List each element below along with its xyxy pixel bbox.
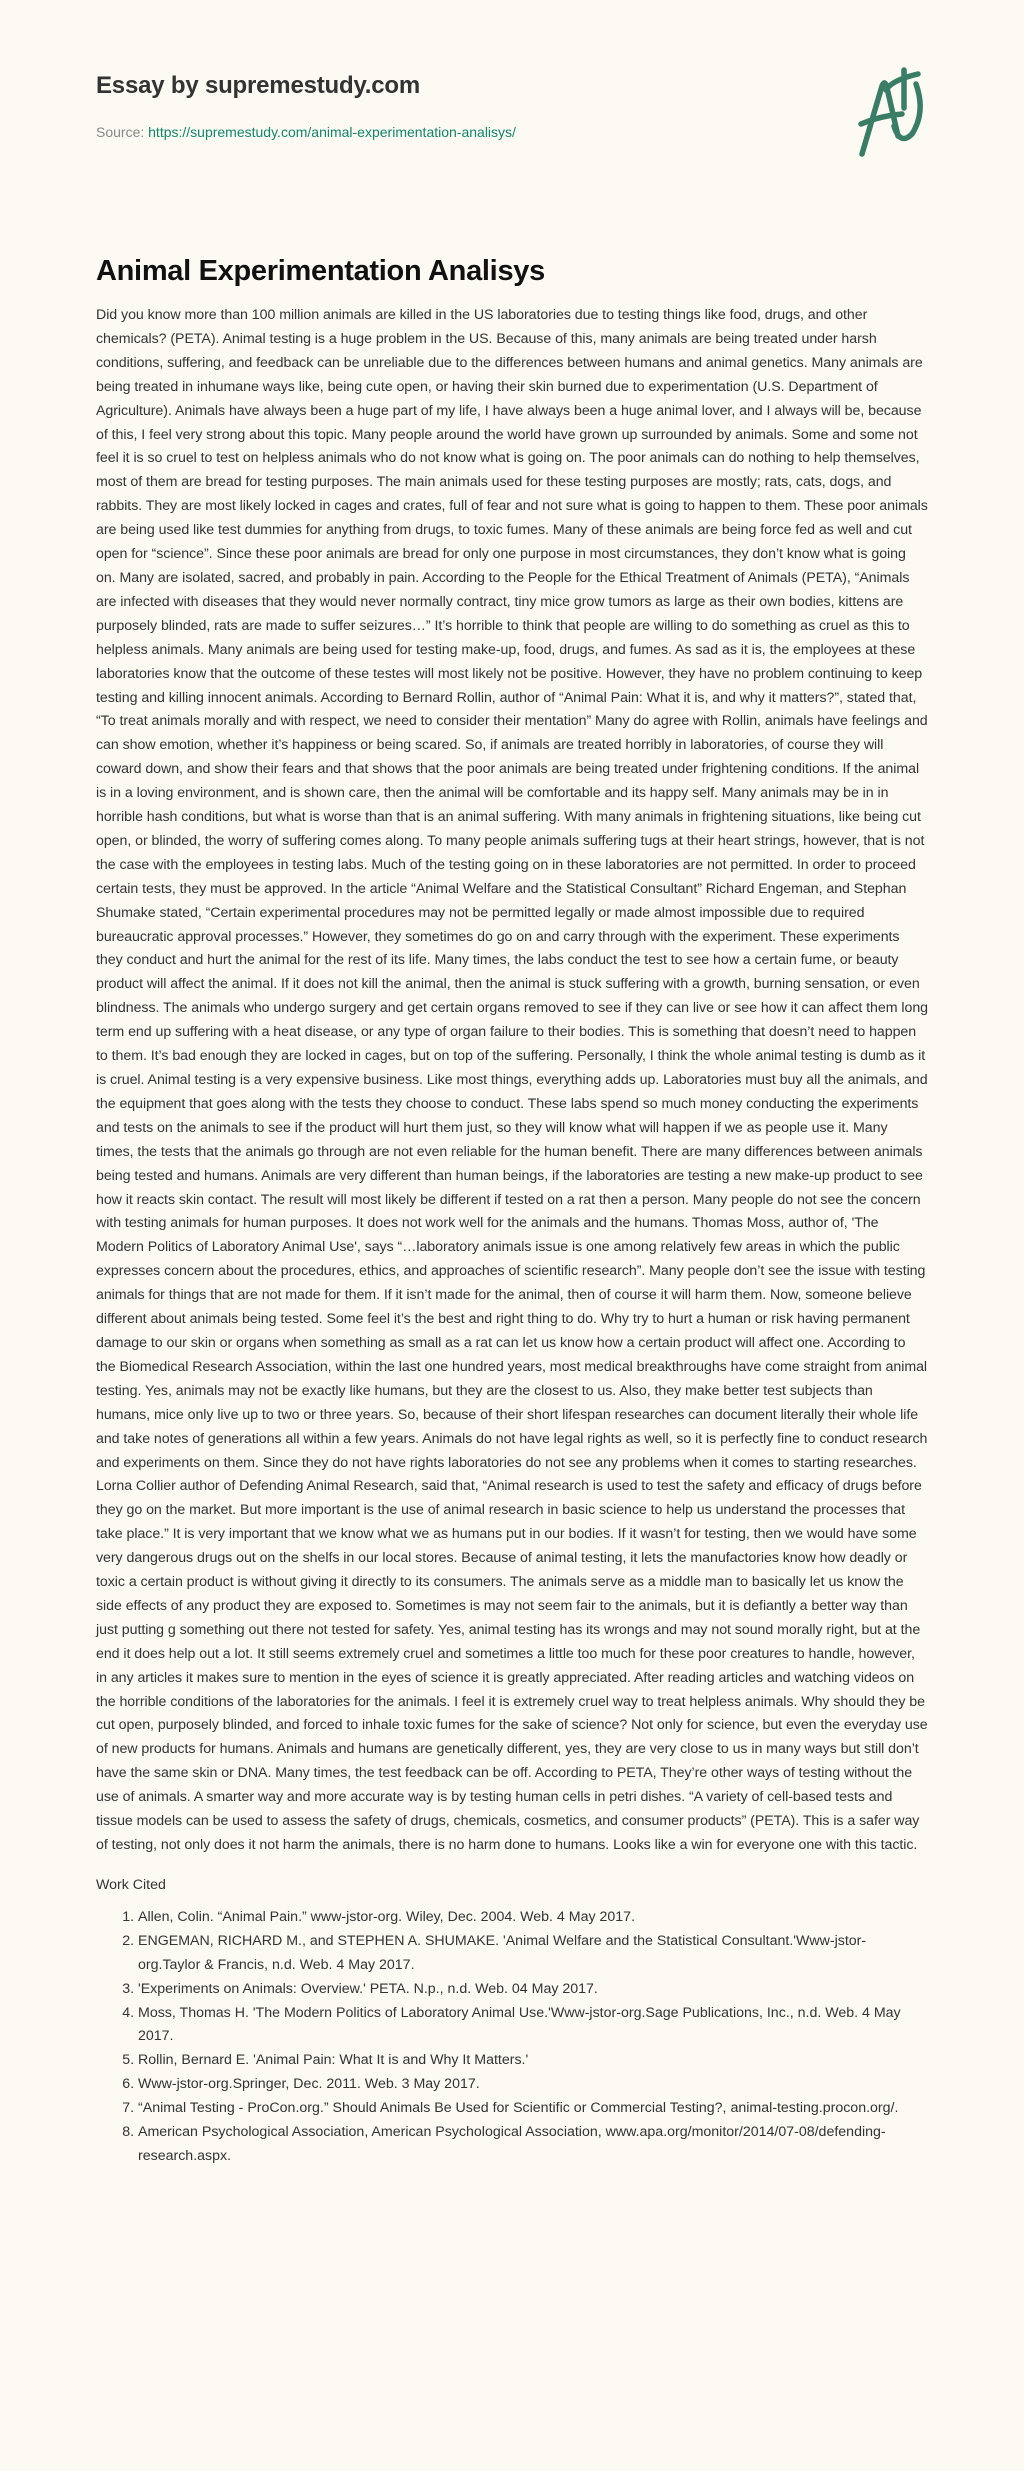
source-label: Source:: [96, 124, 149, 140]
brand-title: Essay by supremestudy.com: [96, 72, 421, 99]
citation-item: 1. Allen, Colin. “Animal Pain.” www-jstor-org. Wiley, Dec. 2004. Web. 4 May 2017.: [138, 1906, 928, 1930]
citation-item: 7. “Animal Testing - ProCon.org.” Should Animals Be Used for Scientific or Commercial Testing?, animal-testing.procon.org/.: [138, 2097, 928, 2121]
a-plus-icon: [858, 66, 928, 162]
page-header: [96, 0, 928, 230]
citation-item: 4. Moss, Thomas H. 'The Modern Politics of Laboratory Animal Use.'Www-jstor-org.Sage Publications, Inc., n.d. Web. 4 May 2017.: [138, 2002, 928, 2050]
works-cited-list: [96, 1906, 928, 2169]
essay-title: Animal Experimentation Analisys: [96, 255, 545, 287]
source-link[interactable]: https://supremestudy.com/animal-experimentation-analisys/: [148, 124, 516, 140]
bottom-spacer: [96, 2169, 928, 2193]
citation-item: 8. American Psychological Association, American Psychological Association, www.apa.org/monitor/2014/07-08/defending-research.aspx.: [138, 2121, 928, 2169]
citation-item: 5. Rollin, Bernard E. 'Animal Pain: What It is and Why It Matters.': [138, 2049, 928, 2073]
essay-body: Did you know more than 100 million animals are killed in the US laboratories due to testing things like food, drugs, and other chemicals? (PETA). Animal testing is a huge problem in the US. Because of this, many animals are being treated under harsh conditions, suffering, and feedback can be unreliable due to the differences between humans and animal genetics. Many animals are being treated in inhumane ways like, being cute open, or having their skin burned due to experimentation (U.S. Department of Agriculture). Animals have always been a huge part of my life, I have always been a huge animal lover, and I always will be, because of this, I feel very strong about this topic. Many people around the world have grown up surrounded by animals. Some and some not feel it is so cruel to test on helpless animals who do not know what is going on. The poor animals can do nothing to help themselves, most of them are bread for testing purposes. The main animals used for these testing purposes are mostly; rats, cats, dogs, and rabbits. They are most likely locked in cages and crates, full of fear and not sure what is going to happen to them. These poor animals are being used like test dummies for anything from drugs, to toxic fumes. Many of these animals are being force fed as well and cut open for “science”. Since these poor animals are bread for only one purpose in most circumstances, they don’t know what is going on. Many are isolated, sacred, and probably in pain. According to the People for the Ethical Treatment of Animals (PETA), “Animals are infected with diseases that they would never normally contract, tiny mice grow tumors as large as their own bodies, kittens are purposely blinded, rats are made to suffer seizures…” It’s horrible to think that people are willing to do something as cruel as this to helpless animals. Many animals are being used for testing make-up, food, drugs, and fumes. As sad as it is, the employees at these laboratories know that the outcome of these testes will most likely not be positive. However, they have no problem continuing to keep testing and killing innocent animals. According to Bernard Rollin, author of “Animal Pain: What it is, and why it matters?”, stated that, “To treat animals morally and with respect, we need to consider their mentation” Many do agree with Rollin, animals have feelings and can show emotion, whether it’s happiness or being scared. So, if animals are treated horribly in laboratories, of course they will coward down, and show their fears and that shows that the poor animals are being treated under frightening conditions. If the animal is in a loving environment, and is shown care, then the animal will be comfortable and its happy self. Many animals may be in in horrible hash conditions, but what is worse than that is an animal suffering. With many animals in frightening situations, like being cut open, or blinded, the worry of suffering comes along. To many people animals suffering tugs at their heart strings, however, that is not the case with the employees in testing labs. Much of the testing going on in these laboratories are not permitted. In order to proceed certain tests, they must be approved. In the article “Animal Welfare and the Statistical Consultant” Richard Engeman, and Stephan Shumake stated, “Certain experimental procedures may not be permitted legally or made almost impossible due to required bureaucratic approval processes.” However, they sometimes do go on and carry through with the experiment. These experiments they conduct and hurt the animal for the rest of its life. Many times, the labs conduct the test to see how a certain fume, or beauty product will affect the animal. If it does not kill the animal, then the animal is stuck suffering with a growth, burning sensation, or even blindness. The animals who undergo surgery and get certain organs removed to see if they can live or see how it can affect them long term end up suffering with a heat disease, or any type of organ failure to their bodies. This is something that doesn’t need to happen to them. It’s bad enough they are locked in cages, but on top of the suffering. Personally, I think the whole animal testing is dumb as it is cruel. Animal testing is a very expensive business. Like most things, everything adds up. Laboratories must buy all the animals, and the equipment that goes along with the tests they choose to conduct. These labs spend so much money conducting the experiments and tests on the animals to see if the product will hurt them just, so they will know what will happen if we as people use it. Many times, the tests that the animals go through are not even reliable for the human benefit. There are many differences between animals being tested and humans. Animals are very different than human beings, if the laboratories are testing a new make-up product to see how it reacts skin contact. The result will most likely be different if tested on a rat then a person. Many people do not see the concern with testing animals for human purposes. It does not work well for the animals and the humans. Thomas Moss, author of, 'The Modern Politics of Laboratory Animal Use', says “…laboratory animals issue is one among relatively few areas in which the public expresses concern about the procedures, ethics, and approaches of scientific research”. Many people don’t see the issue with testing animals for things that are not made for them. If it isn’t made for the animal, then of course it will harm them. Now, someone believe different about animals being tested. Some feel it’s the best and right thing to do. Why try to hurt a human or risk having permanent damage to our skin or organs when something as small as a rat can let us know how a certain product will affect one. According to the Biomedical Research Association, within the last one hundred years, most medical breakthroughs have come straight from animal testing. Yes, animals may not be exactly like humans, but they are the closest to us. Also, they make better test subjects than humans, mice only live up to two or three years. So, because of their short lifespan researches can document literally their whole life and take notes of generations all within a few years. Animals do not have legal rights as well, so it is perfectly fine to conduct research and experiments on them. Since they do not have rights laboratories do not see any problems when it comes to starting researches. Lorna Collier author of Defending Animal Research, said that, “Animal research is used to test the safety and efficacy of drugs before they go on the market. But more important is the use of animal research in basic science to help us understand the processes that take place.” It is very important that we know what we as humans put in our bodies. If it wasn’t for testing, then we would have some very dangerous drugs out on the shelfs in our local stores. Because of animal testing, it lets the manufactories know how deadly or toxic a certain product is without giving it directly to its consumers. The animals serve as a middle man to basically let us know the side effects of any product they are exposed to. Sometimes is may not seem fair to the animals, but it is defiantly a better way than just putting g something out there not tested for safety. Yes, animal testing has its wrongs and may not sound morally right, but at the end it does help out a lot. It still seems extremely cruel and sometimes a little too much for these poor creatures to handle, however, in any articles it makes sure to mention in the eyes of science it is greatly appreciated. After reading articles and watching videos on the horrible conditions of the laboratories for the animals. I feel it is extremely cruel way to treat helpless animals. Why should they be cut open, purposely blinded, and forced to inhale toxic fumes for the sake of science? Not only for science, but even the everyday use of new products for humans. Animals and humans are genetically different, yes, they are very close to us in many ways but still don’t have the same skin or DNA. Many times, the test feedback can be off. According to PETA, They’re other ways of testing without the use of animals. A smarter way and more accurate way is by testing human cells in petri dishes. “A variety of cell-based tests and tissue models can be used to assess the safety of drugs, chemicals, cosmetics, and consumer products” (PETA). This is a safer way of testing, not only does it not harm the animals, there is no harm done to humans. Looks like a win for everyone one with this tactic.: [96, 307, 928, 1853]
source-line: [96, 124, 516, 140]
citation-item: 2. ENGEMAN, RICHARD M., and STEPHEN A. SHUMAKE. 'Animal Welfare and the Statistical Consultant.'Www-jstor-org.Taylor & Francis, n.d. Web. 4 May 2017.: [138, 1930, 928, 1978]
citation-item: 6. Www-jstor-org.Springer, Dec. 2011. Web. 3 May 2017.: [138, 2073, 928, 2097]
works-cited-heading: Work Cited: [96, 1876, 166, 1893]
citation-item: 3. 'Experiments on Animals: Overview.' PETA. N.p., n.d. Web. 04 May 2017.: [138, 1978, 928, 2002]
